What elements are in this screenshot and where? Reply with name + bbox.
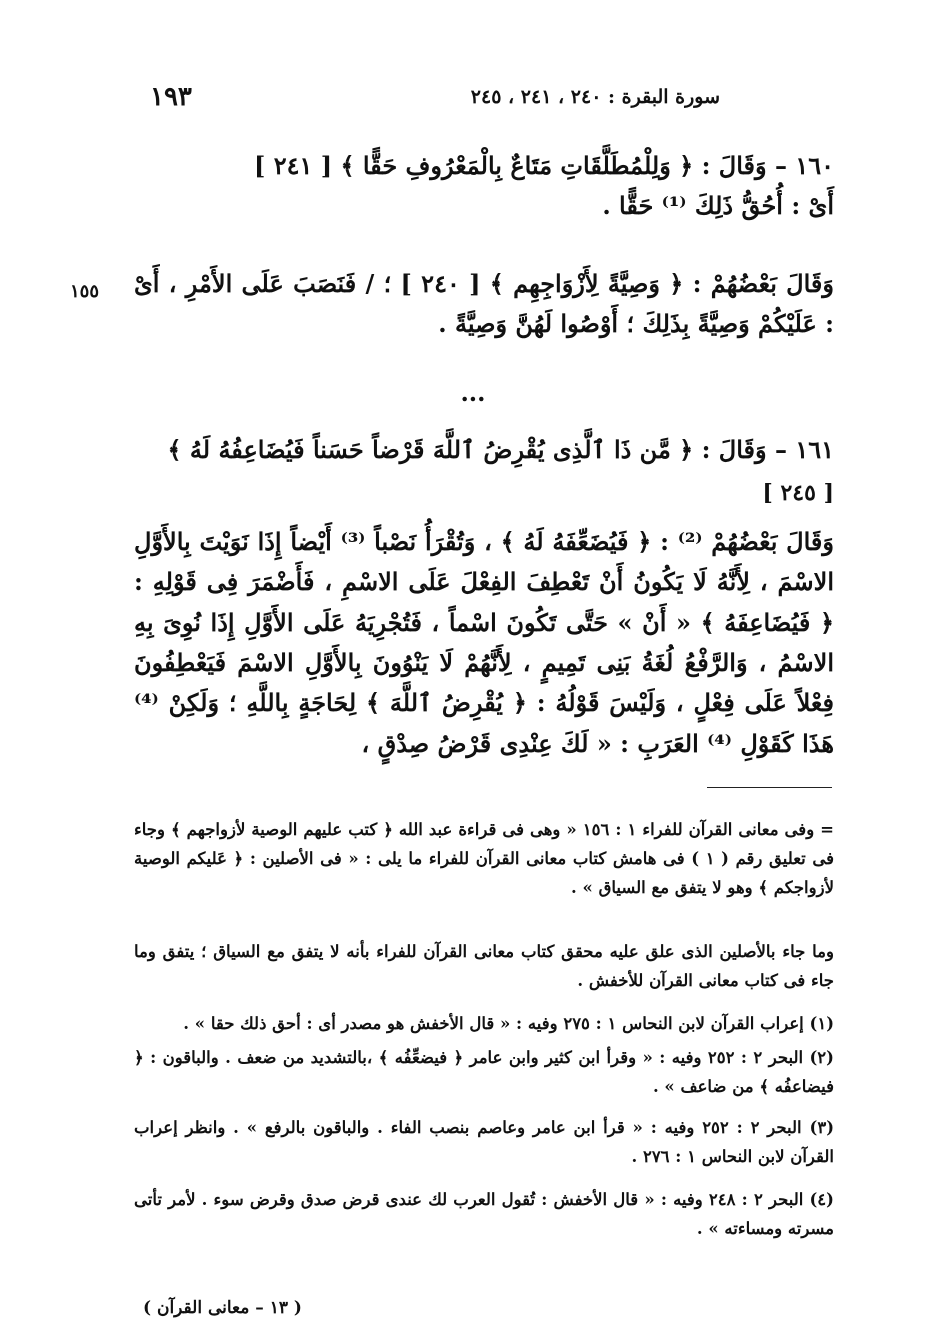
entry-161-commentary	[134, 522, 834, 764]
footnote-separator-rule	[707, 787, 832, 788]
entry-161	[134, 430, 834, 470]
section-separator: ...	[460, 378, 486, 407]
footnote-continuation-b	[134, 938, 834, 996]
footnote-1-text: (١) إعراب القرآن لابن النحاس ١ : ٢٧٥ وفيه : « قال الأخفش هو مصدر أى : أحق ذلك حقا » .	[183, 1014, 834, 1033]
footnote-continuation-1: = وفى معانى القرآن للفراء ١ : ١٥٦ « وهى فى قراءة عبد الله ﴿ كتب عليهم الوصية لأزواجهم ﴾ وجاء فى تعليق رقم ( ١ ) فى هامش كتاب معانى القرآن للفراء ما يلى : « فى الأصلين : ﴿ عَليكم الوصية لأزواجكم ﴾ وهو لا يتفق مع السياق » .	[134, 820, 834, 897]
footnote-1	[134, 1010, 834, 1039]
footnote-3	[134, 1114, 834, 1172]
surah-reference: سورة البقرة : ٢٤٠ ، ٢٤١ ، ٢٤٥	[470, 86, 720, 108]
footnote-2	[134, 1044, 834, 1102]
entry-160	[134, 146, 834, 225]
entry-161-verse: ١٦١ – وَقَالَ : ﴿ مَّن ذَا ٱلَّذِى يُقْرِضُ ٱللَّهَ قَرْضاً حَسَناً فَيُضَاعِفُهُ لَهُ ﴾	[167, 435, 834, 464]
margin-folio-number: ١٥٥	[70, 281, 100, 302]
footnote-continuation-2: وما جاء بالأصلين الذى علق عليه محقق كتاب معانى القرآن للفراء بأنه لا يتفق مع السياق ؛ يتفق وما جاء فى كتاب معانى القرآن للأخفش .	[134, 942, 834, 990]
entry-160-verse: ١٦٠ – وَقَالَ : ﴿ وَلِلْمُطَلَّقَاتِ مَتَاعٌ بِالْمَعْرُوفِ حَقًّا ﴾ [ ٢٤١ ]	[253, 151, 834, 180]
running-header	[130, 82, 830, 120]
entry-161-paragraph: وَقَالَ بَعْضُهُمْ ⁽²⁾ : ﴿ فَيُضَعِّفَهُ لَهُ ﴾ ، وَتُقْرَأُ نَصْباً ⁽³⁾ أَيْضاً إِذَا نَوَيْتَ بِالأَوَّلِ الاسْمَ ، لِأَنَّهُ لَا يَكُونُ أَنْ تَعْطِفَ الفِعْلَ عَلَى الاسْمِ ، فَأَضْمَرَ فِى قَوْلِهِ : ﴿ فَيُضَاعِفَهُ ﴾ « أَنْ » حَتَّى تَكُونَ اسْماً ، فَتُجْرِيَهُ عَلَى الأَوَّلِ إِذَا نُوِىَ بِهِ الاسْمُ ، وَالرَّفْعُ لُغَةُ بَنِى تَمِيمٍ ، لِأَنَّهُمْ لَا يَنْوُونَ بِالأَوَّلِ الاسْمَ فَيَعْطِفُونَ فِعْلاً عَلَى فِعْلٍ ، وَلَيْسَ قَوْلُهُ : ﴿ يُقْرِضُ ٱللَّهَ ﴾ لِحَاجَةٍ بِاللَّهِ ؛ وَلَكِنْ ⁽⁴⁾ هَذَا كَقَوْلِ ⁽⁴⁾ العَرَبِ : « لَكَ عِنْدِى قَرْضُ صِدْقٍ ،	[134, 527, 835, 758]
page-number: ١٩٣	[150, 82, 192, 112]
footnote-2-text: (٢) البحر ٢ : ٢٥٢ وفيه : « وقرأ ابن كثير وابن عامر ﴿ فيضعِّفُه ﴾ ،بالتشديد من ضعف . والباقون : ﴿ فيضاعفُه ﴾ من ضاعف » .	[134, 1048, 834, 1096]
entry-160-commentary	[134, 264, 834, 343]
entry-160-gloss: أَىْ : أُحُقُّ ذَلِكَ ⁽¹⁾ حَقًّا .	[602, 190, 834, 220]
entry-160-paragraph: وَقَالَ بَعْضُهُمْ : ﴿ وَصِيَّةً لِأَزْوَاجِهِم ﴾ [ ٢٤٠ ] ؛ / فَنَصَبَ عَلَى الأَمْرِ ، أَىْ : عَلَيْكُمْ وَصِيَّةً بِذَلِكَ ؛ أَوْصُوا لَهُنَّ وَصِيَّةً .	[134, 269, 834, 338]
footnote-4	[134, 1186, 834, 1244]
footnote-4-text: (٤) البحر ٢ : ٢٤٨ وفيه : « قال الأخفش : تُقول العرب لك عندى قرض صدق وقرض سوء . لأمر تأتى مسرته ومساءته » .	[134, 1190, 834, 1238]
entry-161-verse-number: [ ٢٤٥ ]	[762, 480, 834, 506]
footnote-continuation	[134, 816, 834, 903]
signature-mark: ( ١٣ – معانى القرآن )	[143, 1298, 302, 1318]
footnote-3-text: (٣) البحر ٢ : ٢٥٢ وفيه : « قرأ ابن عامر وعاصم بنصب الفاء . والباقون بالرفع » . وانظر إعراب القرآن لابن النحاس ١ : ٢٧٦ .	[134, 1118, 834, 1166]
